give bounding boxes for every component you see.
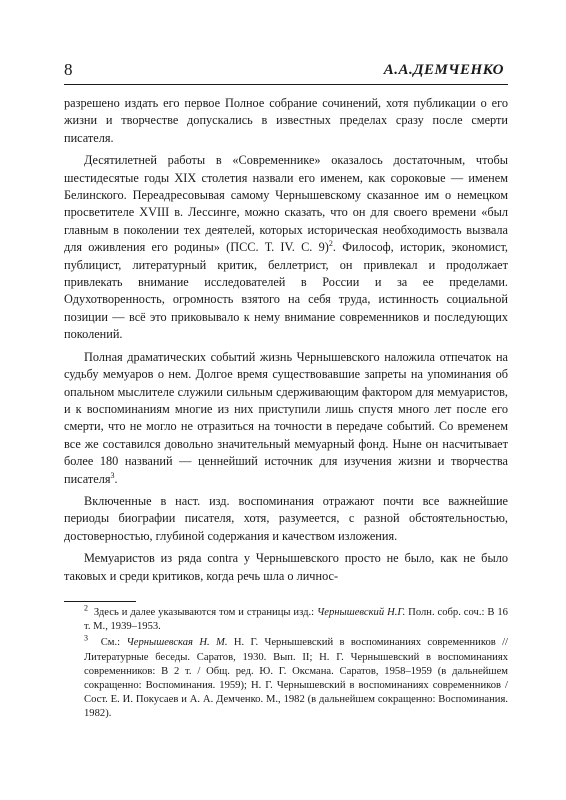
footnote-2-author: Чернышевский Н.Г. [317, 607, 406, 618]
paragraph-5: Мемуаристов из ряда contra у Чернышевского просто не было, как не было таковых и среди критиков, когда речь шла о личнос- [64, 551, 508, 583]
header-rule [64, 84, 508, 85]
page-number: 8 [64, 60, 73, 79]
footnote-2-text-a: Здесь и далее указываются том и страницы изд.: [93, 607, 317, 618]
footnote-3 [84, 633, 508, 721]
paragraph-3-text-b: . [114, 471, 118, 486]
footnote-2-text-b: Полн. собр. соч.: В 16 т. М., 1939–1953. [84, 607, 508, 633]
footnote-3-mark: 3 [84, 633, 88, 643]
footnotes [84, 603, 508, 724]
footnote-ref-3: 3 [110, 470, 115, 480]
paragraph-2 [64, 152, 508, 343]
paragraph-2-text-b: . Философ, историк, экономист, публицист, литературный критик, беллетрист, он привлекал и продолжает привлекать внимание исследователей в России и за ее пределами. Одухотворенность, огромность взятого на себя труда, истинность социальной позиции — всё это приковывало к нему внимание современников и последующих поколений. [64, 240, 509, 342]
footnote-3-text-b: Н. Г. Чернышевский в воспоминаниях современников // Литературные беседы. Саратов, 1930. Вып. II; Н. Г. Чернышевский в воспоминаниях современников: В 2 т. / Общ. ред. Ю. Г. Оксмана. Саратов, 1958–1959 (в дальнейшем сокращенно: Воспоминания. 1959); Н. Г. Чернышевский в воспоминаниях современников / Сост. Е. И. Покусаев и А. А. Демченко. М., 1982 (в дальнейшем сокращенно: Воспоминания. 1982). [84, 637, 508, 720]
main-text [64, 95, 508, 590]
footnote-ref-2: 2 [328, 239, 333, 249]
footnote-3-text-a: См.: [100, 637, 127, 649]
footnote-2-mark: 2 [84, 603, 88, 613]
footnote-rule [64, 601, 136, 602]
paragraph-3-text-a: Полная драматических событий жизнь Чернышевского наложила отпечаток на судьбу мемуаров о нем. Долгое время существовавшие запреты на упоминания об опальном мыслителе служили сильным сдерживающим фактором для мемуаристов, и к воспоминаниям многие из них приступили лишь спустя много лет после его смерти, что не могло не отразиться на точности в передаче событий. Со временем все же составился довольно значительный мемуарный фонд. Ныне он насчитывает более 180 названий — ценнейший источник для изучения жизни и творчества писателя [64, 349, 508, 486]
paragraph-1: разрешено издать его первое Полное собрание сочинений, хотя публикации о его жизни и творчестве допускались в известных пределах сразу после смерти писателя. [64, 96, 508, 145]
footnote-2 [84, 603, 508, 634]
paragraph-3 [64, 349, 508, 488]
running-head-author: А.А.ДЕМЧЕНКО [383, 62, 504, 78]
footnote-3-author: Чернышевская Н. М. [126, 637, 228, 649]
paragraph-4: Включенные в наст. изд. воспоминания отражают почти все важнейшие периоды биографии писателя, хотя, разумеется, с разной обстоятельностью, достоверностью, глубиной содержания и качеством изложения. [64, 493, 508, 543]
paragraph-2-text-a: Десятилетней работы в «Современнике» оказалось достаточным, чтобы шестидесятые годы XIX столетия назвали его именем, как сороковые — именем Белинского. Переадресовывая самому Чернышевскому сказанное им о немецком просветителе XVIII в. Лессинге, можно сказать, что он для своего времени «был главным в поколении тех деятелей, которых историческая необходимость вызвала для оживления его родины» (ПСС. Т. IV. С. 9) [64, 153, 508, 255]
